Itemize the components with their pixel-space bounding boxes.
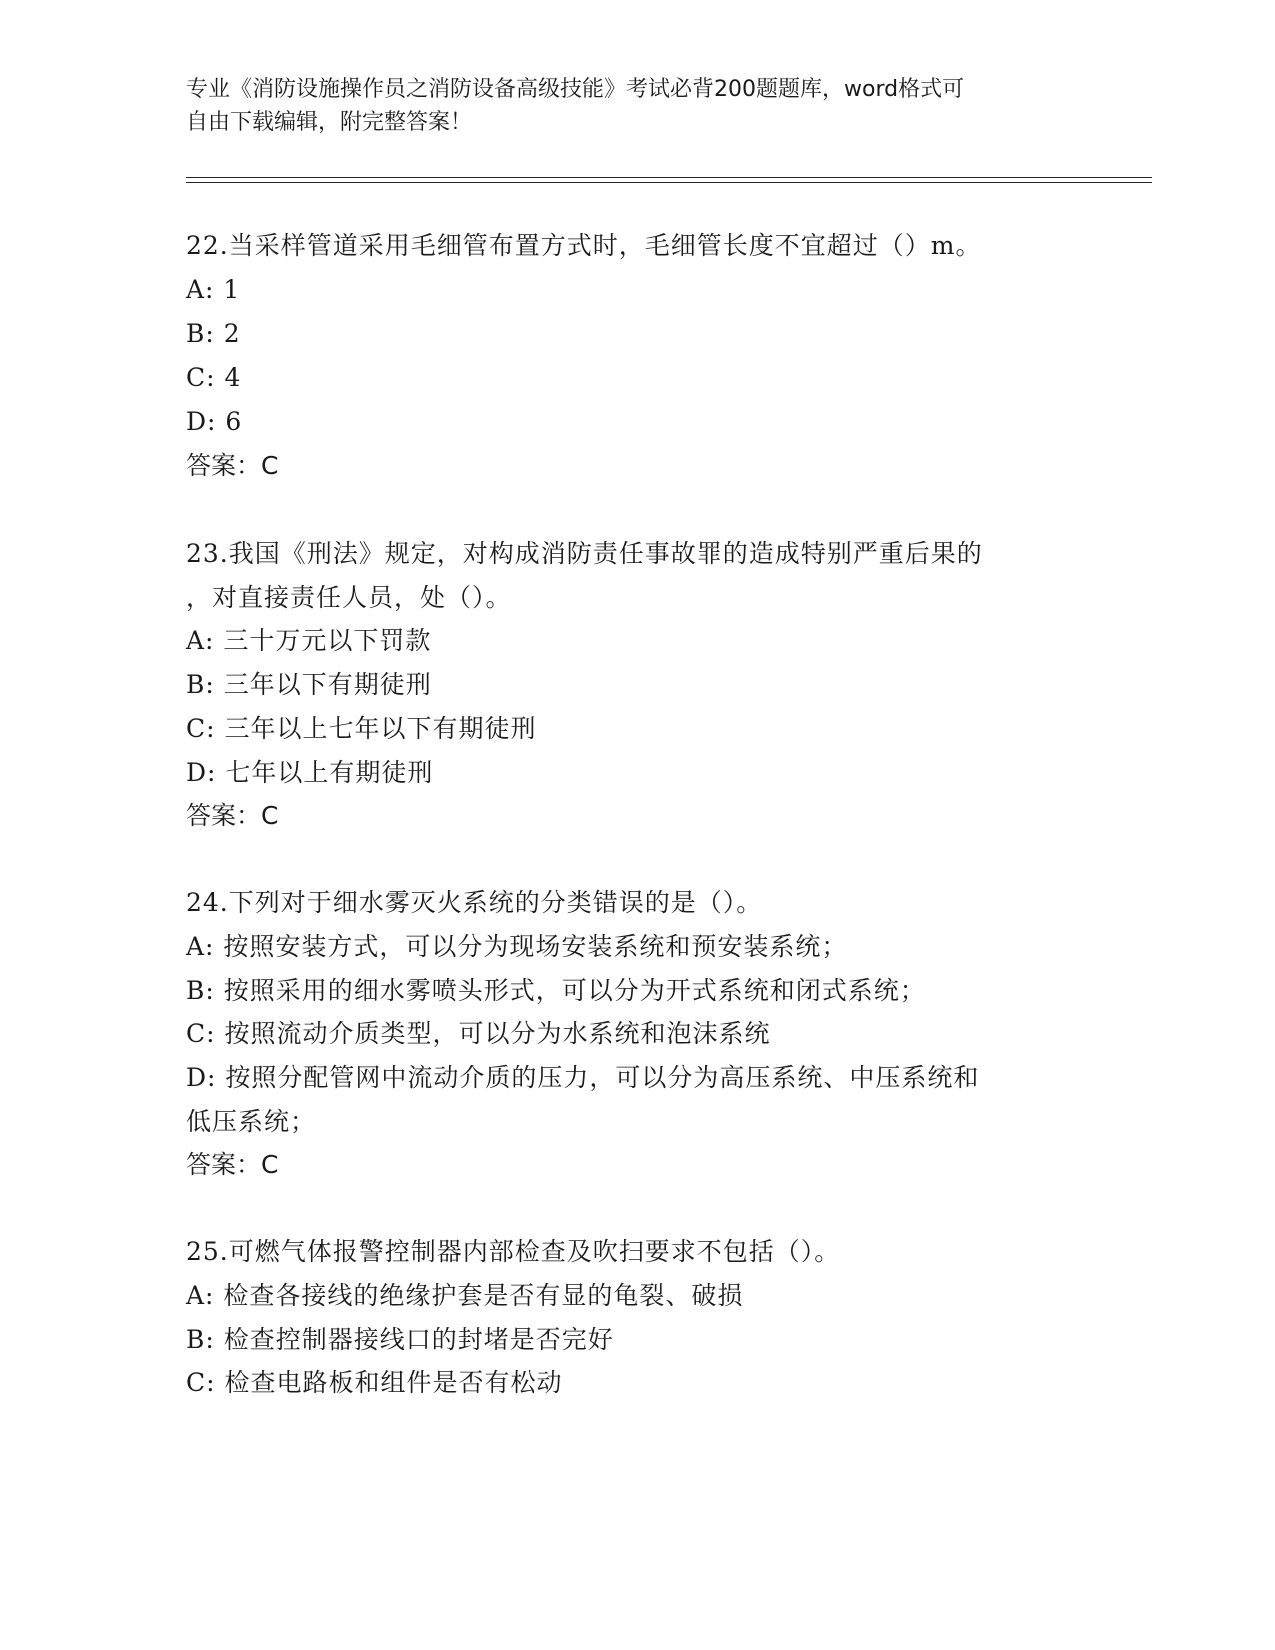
- option-a: A: 1: [186, 275, 241, 304]
- question-stem: 23.我国《刑法》规定，对构成消防责任事故罪的造成特别严重后果的: [186, 539, 983, 568]
- option-d: D: 6: [186, 407, 243, 436]
- option-c: C: 三年以上七年以下有期徒刑: [186, 714, 537, 743]
- question-stem: 24.下列对于细水雾灭火系统的分类错误的是（）。: [186, 888, 763, 917]
- option-b: B: 检查控制器接线口的封堵是否完好: [186, 1325, 614, 1354]
- answer: 答案：C: [186, 451, 279, 480]
- header-line-1: 专业《消防设施操作员之消防设备高级技能》考试必背200题题库，word格式可: [186, 77, 965, 102]
- header-divider-top: [186, 177, 1152, 178]
- option-b: B: 三年以下有期徒刑: [186, 670, 432, 699]
- option-c: C: 按照流动介质类型，可以分为水系统和泡沫系统: [186, 1019, 771, 1048]
- answer: 答案：C: [186, 801, 279, 830]
- option-a: A: 按照安装方式，可以分为现场安装系统和预安装系统；: [186, 932, 848, 961]
- option-d: D: 七年以上有期徒刑: [186, 758, 434, 787]
- question-stem-continued: ，对直接责任人员，处（）。: [186, 583, 512, 612]
- option-b: B: 按照采用的细水雾喷头形式，可以分为开式系统和闭式系统；: [186, 976, 926, 1005]
- question-stem: 25.可燃气体报警控制器内部检查及吹扫要求不包括（）。: [186, 1237, 841, 1266]
- option-d-continued: 低压系统；: [186, 1107, 317, 1136]
- answer: 答案：C: [186, 1150, 279, 1179]
- option-c: C: 4: [186, 363, 242, 392]
- option-c: C: 检查电路板和组件是否有松动: [186, 1368, 563, 1397]
- header-line-2: 自由下载编辑，附完整答案！: [186, 110, 473, 135]
- question-stem: 22.当采样管道采用毛细管布置方式时，毛细管长度不宜超过（）m。: [186, 231, 982, 260]
- option-a: A: 检查各接线的绝缘护套是否有显的龟裂、破损: [186, 1281, 744, 1310]
- option-a: A: 三十万元以下罚款: [186, 626, 432, 655]
- header-divider-bottom: [186, 182, 1152, 183]
- option-b: B: 2: [186, 319, 241, 348]
- option-d: D: 按照分配管网中流动介质的压力，可以分为高压系统、中压系统和: [186, 1063, 980, 1092]
